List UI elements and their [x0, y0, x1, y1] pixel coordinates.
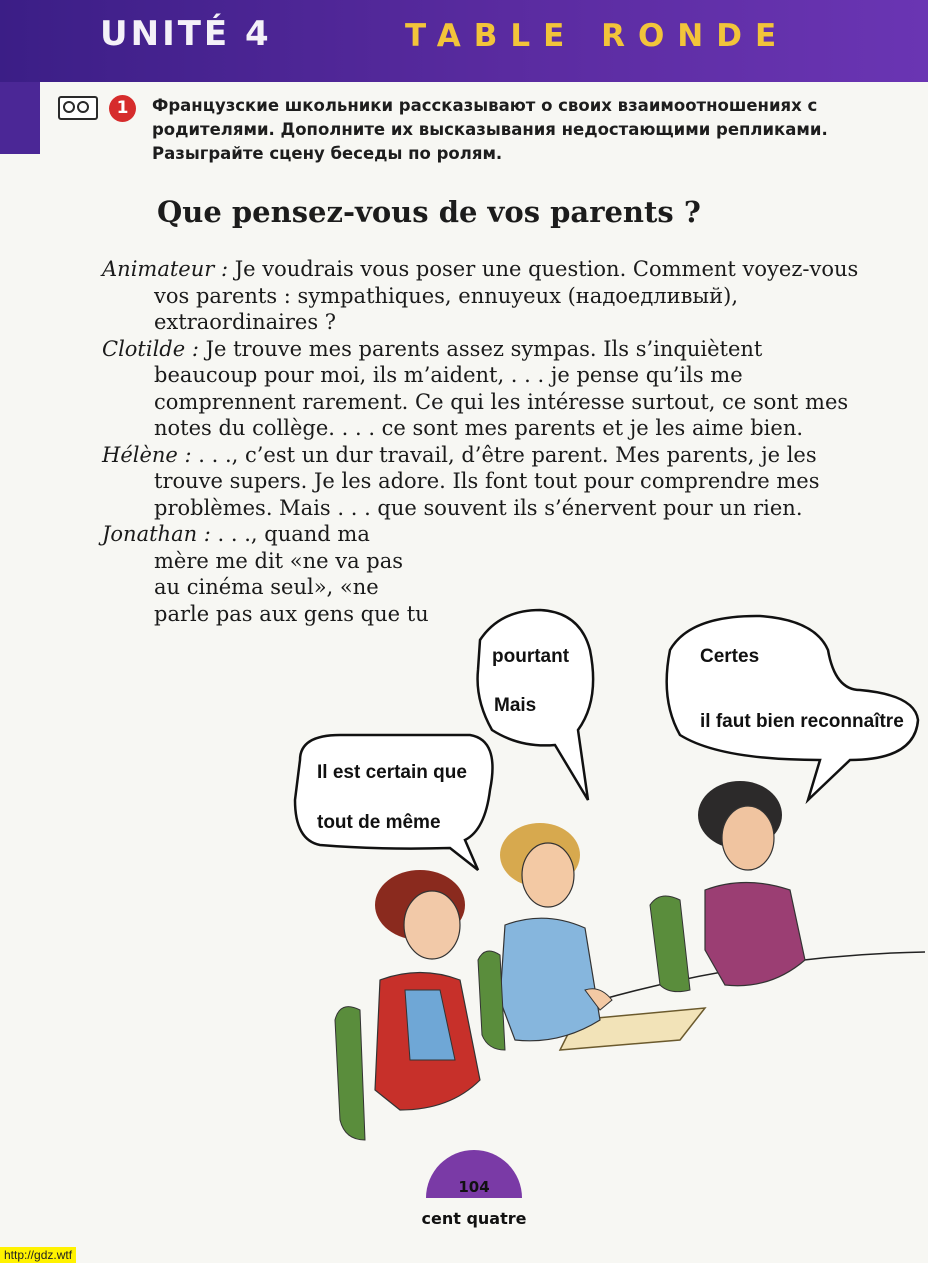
continuation-line: parle pas aux gens que tu: [154, 601, 429, 626]
page-title: Que pensez-vous de vos parents ?: [157, 195, 701, 229]
bubble-right-phrase-1: Certes: [700, 646, 760, 667]
page-number-words: cent quatre: [421, 1209, 527, 1228]
bubble-middle-phrase-2: Mais: [494, 695, 537, 716]
speaker-name: Hélène :: [102, 442, 192, 467]
speech-bubble-right: [667, 616, 918, 800]
speaker-name: Jonathan :: [102, 522, 211, 546]
bubble-right-phrase-2: il faut bien reconnaître: [700, 711, 904, 732]
student-middle-figure: [478, 823, 612, 1050]
line-text: . . ., c’est un dur travail, d’être parent. Mes parents, je les trouve supers. Je les adore. Ils font tout pour comprendre mes problèmes. Mais . . . que souvent ils s’énervent pour un rien.: [154, 442, 820, 520]
student-right-figure: [650, 781, 805, 992]
bubble-left-phrase-1: Il est certain que: [317, 762, 467, 783]
unit-title: TABLE RONDE: [405, 18, 790, 54]
speech-bubble-left: [295, 735, 493, 870]
line-text: Je voudrais vous poser une question. Comment voyez-vous vos parents : sympathiques, ennuyeux (надоедливый), extraordinaires ?: [154, 257, 859, 334]
speaker-name: Animateur :: [102, 257, 229, 281]
instruction-text: Французские школьники рассказывают о своих взаимоотношениях с родителями. Дополните их высказывания недостающими репликами. Разыграйте сцену беседы по ролям.: [152, 96, 828, 163]
unit-label: UNITÉ 4: [100, 14, 272, 54]
line-text: . . ., quand ma: [210, 522, 370, 546]
source-watermark[interactable]: http://gdz.wtf: [0, 1247, 76, 1263]
exercise-number-badge: 1: [109, 95, 136, 122]
bubble-left-phrase-2: tout de même: [317, 812, 441, 833]
student-left-figure: [335, 870, 480, 1140]
page-number: 104: [458, 1178, 490, 1196]
line-text: Je trouve mes parents assez sympas. Ils s’inquiètent beaucoup pour moi, ils m’aident, . . . je pense qu’ils me comprennent rarement. Ce qui les intéresse surtout, ce sont mes notes du collège. . . . ce sont mes parents et je les aime bien.: [154, 336, 849, 440]
continuation-line: mère me dit «ne va pas: [154, 548, 404, 573]
bubble-middle-phrase-1: pourtant: [492, 646, 570, 667]
speaker-name: Clotilde :: [102, 336, 199, 361]
continuation-line: au cinéma seul», «ne: [154, 575, 379, 599]
